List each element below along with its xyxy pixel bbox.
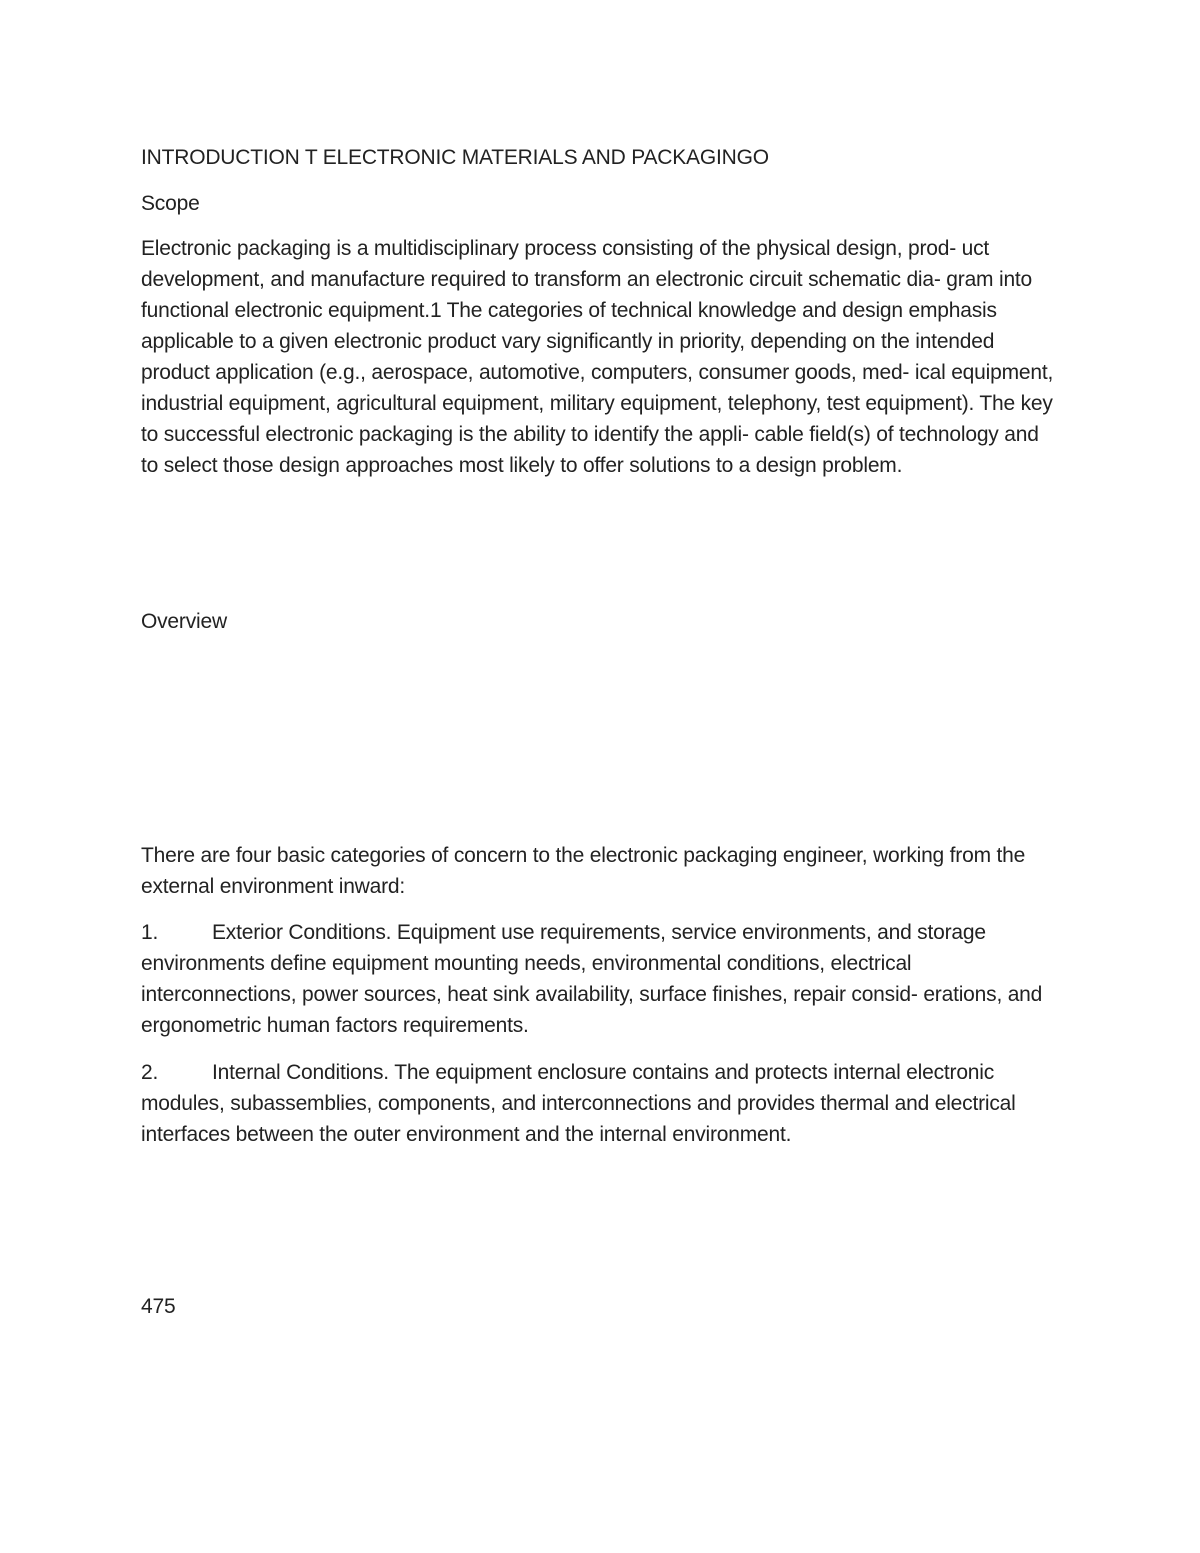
list-item-exterior-conditions (141, 917, 1061, 1041)
list-item-internal-conditions (141, 1057, 1061, 1150)
section-heading-scope: Scope (141, 192, 200, 215)
section-heading-overview: Overview (141, 610, 227, 633)
list-item-text: Internal Conditions. The equipment enclosure contains and protects internal electronic modules, subassemblies, components, and interconnections and provides thermal and electrical interfaces between the outer environment and the internal environment. (141, 1061, 1016, 1146)
overview-intro-paragraph: There are four basic categories of concern to the electronic packaging engineer, working from the external environment inward: (141, 844, 1026, 898)
list-item-text: Exterior Conditions. Equipment use requirements, service environments, and storage environments define equipment mounting needs, environmental conditions, electrical interconnections, power sources, heat sink availability, surface finishes, repair consid- erations, and ergonometric human factors requirements. (141, 921, 1043, 1037)
scope-paragraph: Electronic packaging is a multidisciplinary process consisting of the physical design, prod- uct development, and manufacture required to transform an electronic circuit schematic dia- gram into functional electronic equipment.1 The categories of technical knowledge and design emphasis applicable to a given electronic product vary significantly in priority, depending on the intended product application (e.g., aerospace, automotive, computers, consumer goods, med- ical equipment, industrial equipment, agricultural equipment, military equipment, telephony, test equipment). The key to successful electronic packaging is the ability to identify the appli- cable field(s) of technology and to select those design approaches most likely to offer solutions to a design problem. (141, 237, 1054, 477)
document-title: INTRODUCTION T ELECTRONIC MATERIALS AND PACKAGINGO (141, 146, 769, 169)
list-item-number: 2. (141, 1061, 159, 1084)
page-number: 475 (141, 1295, 176, 1318)
list-item-number: 1. (141, 921, 159, 944)
